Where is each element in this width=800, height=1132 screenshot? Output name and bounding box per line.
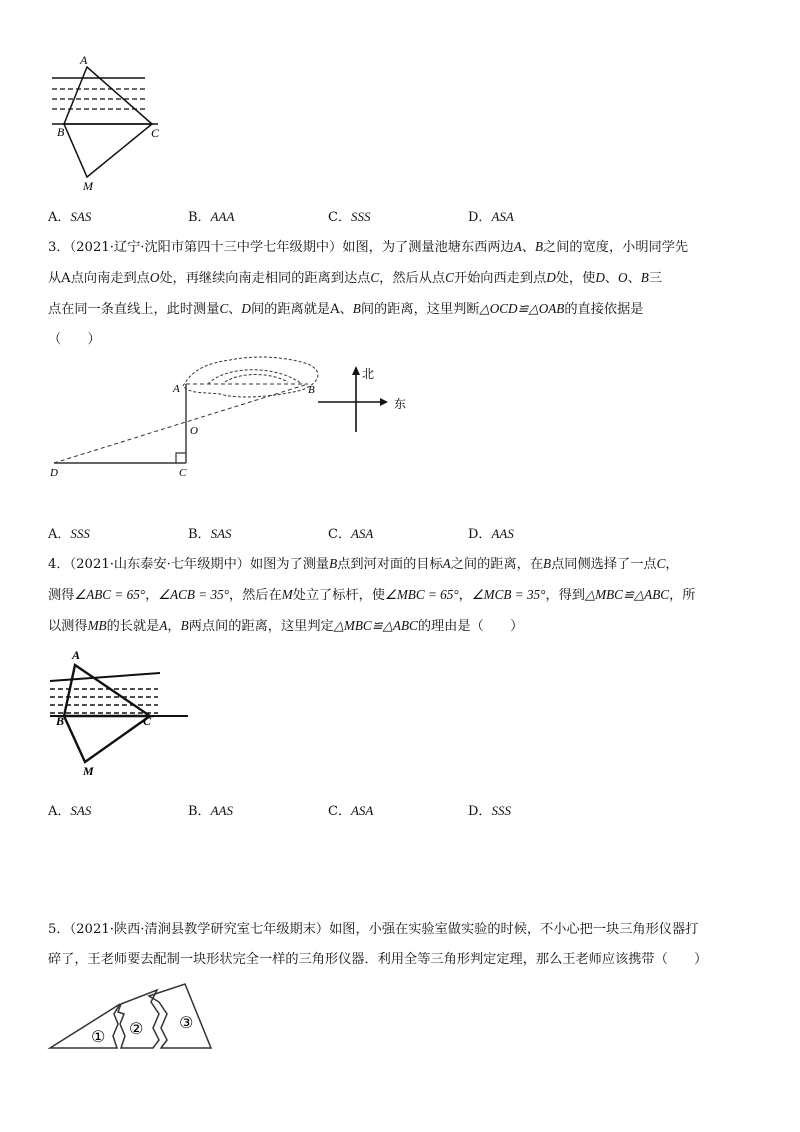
piece-label-1: ①	[91, 1027, 106, 1046]
q3-option-c[interactable]: C．ASA	[328, 526, 374, 542]
q5-line-1: 5．（2021·陕西·清涧县教学研究室七年级期末）如图，小强在实验室做实验的时候，不小心把一块三角形仪器打	[48, 922, 699, 937]
triangle-mbc	[64, 124, 152, 177]
pond-label-b: B	[308, 384, 315, 396]
q3-line-2: 从A点向南走到点O处，再继续向南走相同的距离到达点C，然后从点C开始向西走到点D处，使D、O、B三	[48, 270, 662, 286]
question-3-text	[48, 232, 760, 355]
question-4-text	[48, 549, 760, 642]
figure-broken-triangle	[45, 982, 225, 1057]
pond-label-d: D	[50, 467, 58, 479]
q4-option-a[interactable]: A．SAS	[48, 803, 92, 819]
q4-option-b[interactable]: B．AAS	[188, 803, 233, 819]
triangle-abc-2	[64, 665, 150, 716]
q3-line-3: 点在同一条直线上，此时测量C、D间的距离就是A、B间的距离，这里判断△OCD≌△OAB的直接依据是	[48, 301, 644, 317]
compass-north: 北	[362, 367, 375, 381]
fig4-label-c: C	[143, 714, 152, 728]
q3-option-b[interactable]: B．SAS	[188, 526, 232, 542]
q4-line-2: 测得∠ABC = 65°，∠ACB = 35°，然后在M处立了标杆，使∠MBC = 65°，∠MCB = 35°，得到△MBC≌△ABC，所	[48, 587, 696, 603]
fig4-label-b: B	[56, 714, 65, 728]
fig4-label-m: M	[83, 764, 94, 778]
q4-line-1: 4．（2021·山东泰安·七年级期中）如图为了测量B点到河对面的目标A之间的距离，在B点同侧选择了一点C，	[48, 556, 679, 572]
pond-label-o: O	[190, 425, 198, 437]
figure-river-triangle-1	[40, 50, 180, 200]
q4-option-c[interactable]: C．ASA	[328, 803, 374, 819]
q5-line-2: 碎了，王老师要去配制一块形状完全一样的三角形仪器．利用全等三角形判定定理，那么王老师应该携带（ ）	[48, 952, 708, 967]
piece-1	[50, 1004, 120, 1048]
q2-option-d[interactable]: D．ASA	[468, 209, 514, 225]
q3-option-a[interactable]: A．SSS	[48, 526, 90, 542]
q2-option-b[interactable]: B．AAA	[188, 209, 235, 225]
label-c: C	[151, 126, 160, 140]
compass-icon	[318, 362, 418, 437]
pond-outline	[183, 357, 318, 397]
label-b: B	[57, 125, 65, 139]
q3-line-1: 3．（2021·辽宁·沈阳市第四十三中学七年级期中）如图，为了测量池塘东西两边A、B之间的宽度，小明同学先	[48, 239, 689, 255]
label-m: M	[83, 179, 93, 193]
pond-label-c: C	[179, 467, 187, 479]
right-angle-mark	[176, 453, 186, 463]
pond-inner-2	[225, 375, 288, 383]
pond-label-a: A	[173, 383, 180, 395]
question-5-text	[48, 915, 760, 975]
q4-option-d[interactable]: D．SSS	[468, 803, 511, 819]
q3-answer-paren: （ ）	[48, 332, 101, 347]
q3-option-d[interactable]: D．AAS	[468, 526, 514, 542]
q4-line-3: 以测得MB的长就是A，B两点间的距离，这里判定△MBC≌△ABC的理由是（ ）	[48, 618, 524, 634]
compass-east: 东	[394, 397, 407, 411]
fig4-label-a: A	[72, 648, 81, 662]
q2-option-c[interactable]: C．SSS	[328, 209, 371, 225]
line-db	[54, 384, 308, 463]
triangle-abc	[64, 67, 152, 124]
piece-label-3: ③	[179, 1013, 194, 1032]
piece-label-2: ②	[129, 1019, 144, 1038]
q2-option-a[interactable]: A．SAS	[48, 209, 92, 225]
triangle-mbc-2	[64, 716, 150, 762]
figure-river-triangle-2	[40, 645, 190, 780]
label-a: A	[80, 53, 88, 67]
